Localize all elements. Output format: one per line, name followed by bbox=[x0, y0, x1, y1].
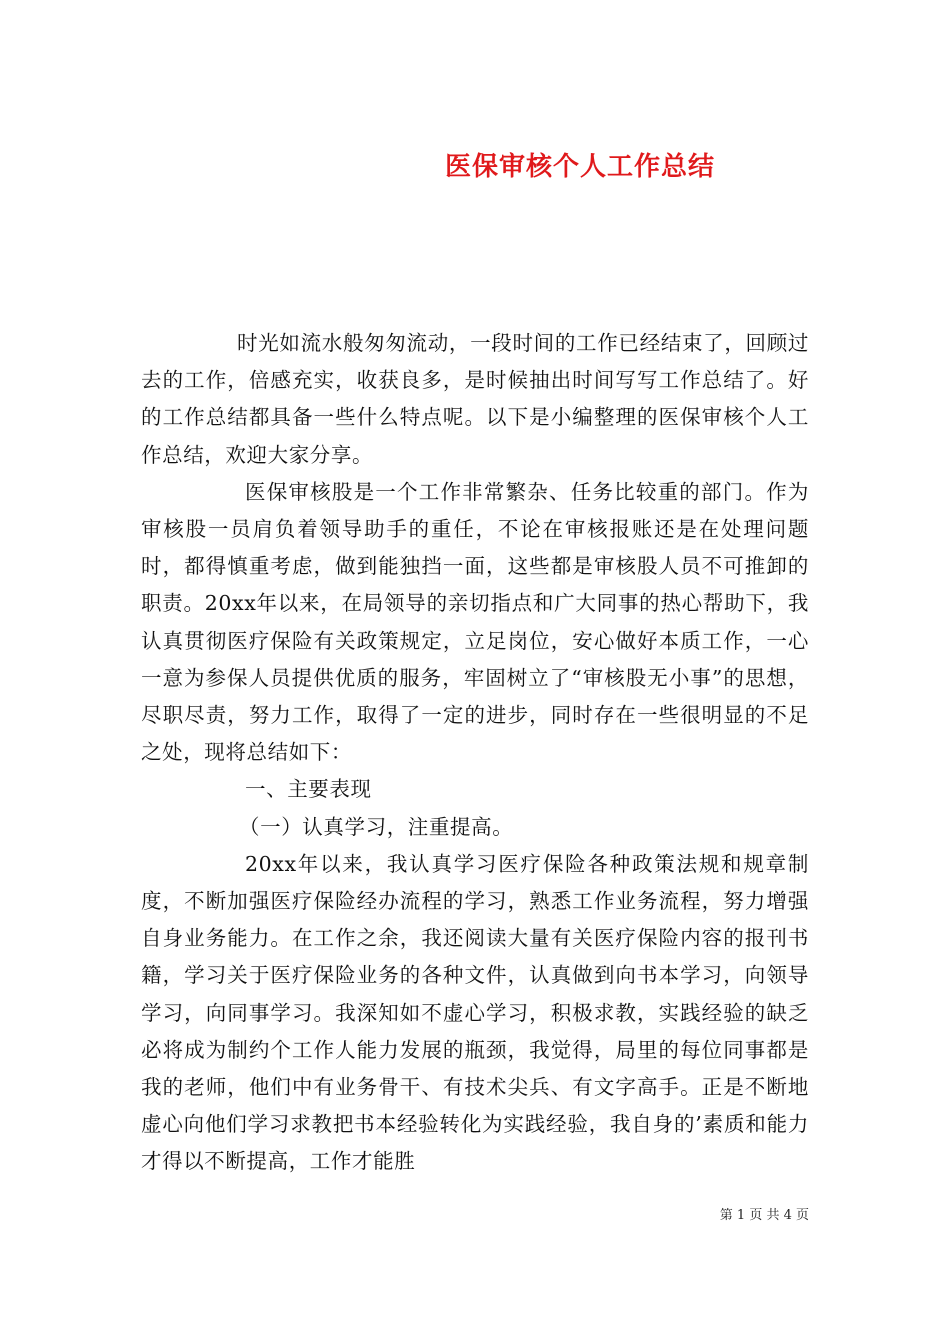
department-paragraph: 医保审核股是一个工作非常繁杂、任务比较重的部门。作为审核股一员肩负着领导助手的重任，不论在审核报账还是在处理问题时，都得慎重考虑，做到能独挡一面，这些都是审核股人员不可推卸的职责。20xx年以来，在局领导的亲切指点和广大同事的热心帮助下，我认真贯彻医疗保险有关政策规定，立足岗位，安心做好本质工作，一心一意为参保人员提供优质的服务，牢固树立了“审核股无小事”的思想，尽职尽责，努力工作，取得了一定的进步，同时存在一些很明显的不足之处，现将总结如下： bbox=[141, 479, 809, 765]
page-number-footer: 第 1 页 共 4 页 bbox=[719, 1208, 809, 1223]
section-heading: 一、主要表现 bbox=[245, 777, 372, 802]
document-title: 医保审核个人工作总结 bbox=[444, 152, 715, 183]
study-paragraph: 20xx年以来，我认真学习医疗保险各种政策法规和规章制度，不断加强医疗保险经办流程的学习，熟悉工作业务流程，努力增强自身业务能力。在工作之余，我还阅读大量有关医疗保险内容的报刊书籍，学习关于医疗保险业务的各种文件，认真做到向书本学习，向领导学习，向同事学习。我深知如不虚心学习，积极求教，实践经验的缺乏必将成为制约个工作人能力发展的瓶颈，我觉得，局里的每位同事都是我的老师，他们中有业务骨干、有技术尖兵、有文字高手。正是不断地虚心向他们学习求教把书本经验转化为实践经验，我自身的’素质和能力才得以不断提高，工作才能胜 bbox=[141, 851, 809, 1174]
intro-paragraph: 时光如流水般匆匆流动，一段时间的工作已经结束了，回顾过去的工作，倍感充实，收获良多，是时候抽出时间写写工作总结了。好的工作总结都具备一些什么特点呢。以下是小编整理的医保审核个人工作总结，欢迎大家分享。 bbox=[141, 331, 809, 467]
document-body bbox=[141, 325, 809, 1181]
subsection-heading: （一）认真学习，注重提高。 bbox=[239, 814, 514, 839]
